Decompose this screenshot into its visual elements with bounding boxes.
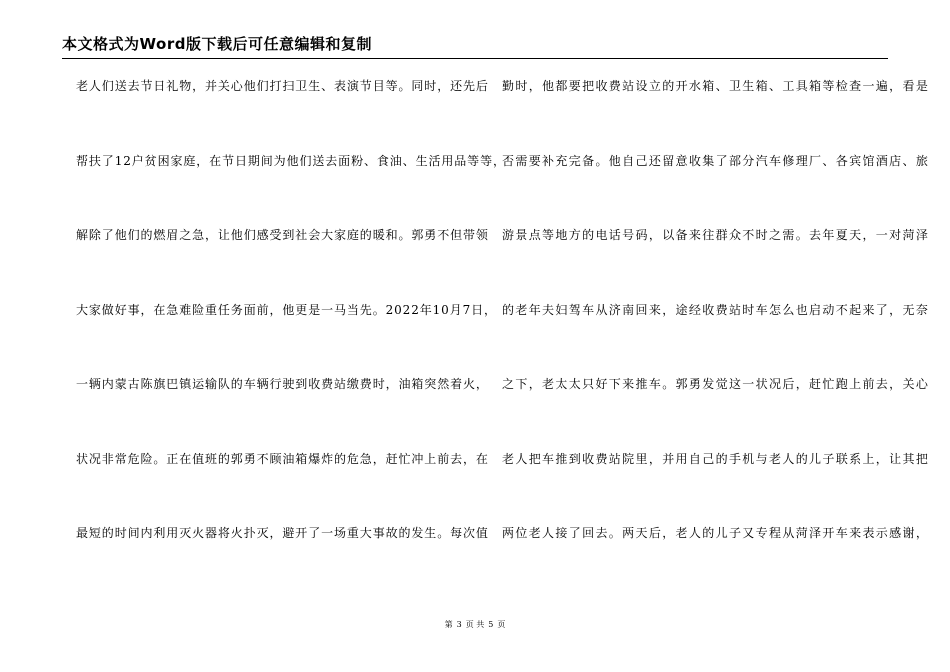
page-middle-text: 页 共: [465, 620, 485, 629]
page-suffix: 页: [497, 620, 506, 629]
text-line: 的老年夫妇驾车从济南回来，途经收费站时车怎么也启动不起来了，无奈: [502, 302, 930, 317]
text-line: 帮扶了12户贫困家庭，在节日期间为他们送去面粉、食油、生活用品等等，: [76, 153, 506, 168]
right-text-column: [502, 76, 930, 598]
total-page-number: 5: [488, 620, 494, 629]
text-line: 否需要补充完备。他自己还留意收集了部分汽车修理厂、各宾馆酒店、旅: [502, 153, 930, 168]
text-line: 之下，老太太只好下来推车。郭勇发觉这一状况后，赶忙跑上前去，关心: [502, 377, 930, 391]
text-line: 游景点等地方的电话号码，以备来往群众不时之需。去年夏天，一对菏泽: [502, 228, 930, 242]
page-number-footer: [0, 620, 950, 630]
text-line: 最短的时间内利用灭火器将火扑灭，避开了一场重大事故的发生。每次值: [76, 526, 489, 540]
left-text-column: [76, 76, 506, 598]
header-divider: [62, 58, 888, 59]
text-line: 大家做好事，在急难险重任务面前，他更是一马当先。2022年10月7日，: [76, 302, 497, 317]
text-line: 一辆内蒙古陈旗巴镇运输队的车辆行驶到收费站缴费时，油箱突然着火，: [76, 377, 489, 391]
text-line: 两位老人接了回去。两天后，老人的儿子又专程从菏泽开车来表示感谢，: [502, 526, 930, 540]
text-line: 老人们送去节日礼物，并关心他们打扫卫生、表演节目等。同时，还先后: [76, 79, 489, 93]
document-header-title: 本文格式为Word版下载后可任意编辑和复制: [62, 35, 372, 53]
text-line: 解除了他们的燃眉之急，让他们感受到社会大家庭的暖和。郭勇不但带领: [76, 228, 489, 242]
text-line: 老人把车推到收费站院里，并用自己的手机与老人的儿子联系上，让其把: [502, 451, 930, 466]
current-page-number: 3: [456, 620, 462, 629]
text-line: 状况非常危险。正在值班的郭勇不顾油箱爆炸的危急，赶忙冲上前去，在: [76, 451, 489, 466]
page-prefix: 第: [444, 620, 453, 629]
text-line: 勤时，他都要把收费站设立的开水箱、卫生箱、工具箱等检查一遍，看是: [502, 79, 930, 93]
